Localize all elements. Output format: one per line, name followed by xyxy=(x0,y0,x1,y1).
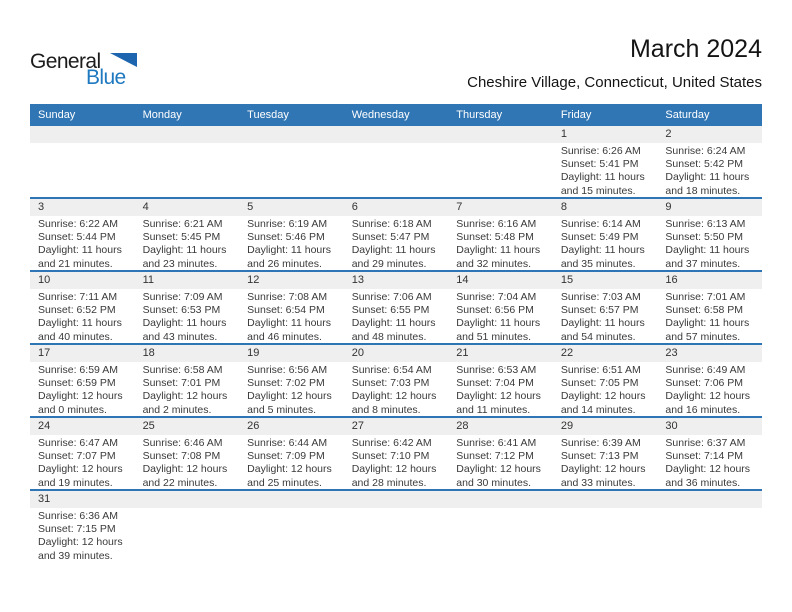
day-number xyxy=(344,126,449,143)
day-detail-line: and 33 minutes. xyxy=(560,476,636,489)
day-detail-line: Sunset: 7:09 PM xyxy=(247,450,325,463)
day-detail-line: Daylight: 12 hours xyxy=(247,463,332,476)
day-number: 2 xyxy=(665,128,672,140)
day-detail-line: Sunset: 6:58 PM xyxy=(665,304,744,317)
day-detail-line: Daylight: 11 hours xyxy=(247,244,331,257)
day-detail-line: and 28 minutes. xyxy=(351,476,427,489)
day-detail-line: Sunrise: 6:54 AM xyxy=(351,364,432,376)
day-detail-line: Sunset: 5:44 PM xyxy=(38,231,116,244)
week-row xyxy=(30,272,762,345)
day-details-row xyxy=(30,362,762,416)
day-cell xyxy=(553,362,658,416)
day-cell xyxy=(30,143,135,197)
day-cell xyxy=(657,362,762,416)
week-row xyxy=(30,491,762,562)
day-number-band xyxy=(30,126,762,143)
day-detail-line: Sunrise: 6:14 AM xyxy=(560,218,641,230)
day-detail-line: Daylight: 11 hours xyxy=(665,317,750,330)
weekday-header: Tuesday xyxy=(247,109,289,121)
weekday-header: Saturday xyxy=(665,109,710,121)
day-number: 19 xyxy=(247,347,260,359)
weekday-header: Wednesday xyxy=(351,109,410,121)
day-detail-line: Daylight: 11 hours xyxy=(560,171,645,184)
day-detail-line: Sunrise: 6:53 AM xyxy=(456,364,537,376)
day-detail-line: Sunrise: 6:47 AM xyxy=(38,437,118,449)
day-number xyxy=(239,126,344,143)
day-detail-line: and 11 minutes. xyxy=(456,403,531,416)
weekday-header-row xyxy=(30,104,762,126)
day-cell xyxy=(553,143,658,197)
day-detail-line: Daylight: 11 hours xyxy=(665,171,750,184)
day-cell xyxy=(448,143,553,197)
week-row xyxy=(30,126,762,199)
day-cell xyxy=(344,143,449,197)
day-number: 13 xyxy=(351,274,364,286)
day-cell xyxy=(553,216,658,270)
day-number: 31 xyxy=(38,493,51,505)
calendar-weeks xyxy=(30,126,762,562)
day-detail-line: Sunrise: 6:22 AM xyxy=(38,218,118,230)
day-detail-line: Daylight: 11 hours xyxy=(456,244,541,257)
day-detail-line: Sunset: 6:56 PM xyxy=(456,304,534,317)
day-detail-line: Sunrise: 6:44 AM xyxy=(247,437,328,449)
day-detail-line: Sunset: 6:52 PM xyxy=(38,304,116,317)
day-number-band xyxy=(30,272,762,289)
day-number xyxy=(553,491,658,508)
day-number: 4 xyxy=(142,201,149,213)
day-detail-line: Sunset: 7:01 PM xyxy=(142,377,221,390)
day-details-row xyxy=(30,216,762,270)
day-detail-line: Daylight: 11 hours xyxy=(665,244,750,257)
day-detail-line: Daylight: 12 hours xyxy=(560,390,646,403)
day-detail-line: and 8 minutes. xyxy=(351,403,421,416)
day-detail-line: Sunset: 7:05 PM xyxy=(560,377,639,390)
day-cell xyxy=(553,289,658,343)
day-detail-line: Sunrise: 6:37 AM xyxy=(665,437,746,449)
day-cell xyxy=(448,289,553,343)
day-detail-line: Daylight: 11 hours xyxy=(456,317,541,330)
day-detail-line: Sunset: 7:08 PM xyxy=(142,450,221,463)
day-detail-line: Daylight: 12 hours xyxy=(351,390,437,403)
day-detail-line: Daylight: 12 hours xyxy=(142,463,228,476)
day-detail-line: and 36 minutes. xyxy=(665,476,741,489)
day-detail-line: and 2 minutes. xyxy=(142,403,212,416)
day-number: 3 xyxy=(38,201,45,213)
day-detail-line: and 48 minutes. xyxy=(351,330,427,343)
day-cell xyxy=(135,508,240,562)
week-row xyxy=(30,418,762,491)
day-detail-line: Sunset: 7:10 PM xyxy=(351,450,430,463)
logo-text-blue: Blue xyxy=(86,66,126,89)
day-detail-line: and 19 minutes. xyxy=(38,476,113,489)
day-detail-line: Sunrise: 6:46 AM xyxy=(142,437,223,449)
day-cell xyxy=(448,508,553,562)
day-detail-line: Daylight: 11 hours xyxy=(247,317,331,330)
day-detail-line: Sunrise: 6:24 AM xyxy=(665,145,746,157)
calendar-grid xyxy=(30,104,762,562)
day-detail-line: Daylight: 11 hours xyxy=(351,244,436,257)
day-detail-line: Daylight: 12 hours xyxy=(665,390,751,403)
day-detail-line: Sunset: 5:48 PM xyxy=(456,231,534,244)
day-number: 23 xyxy=(665,347,678,359)
day-detail-line: and 40 minutes. xyxy=(38,330,113,343)
day-detail-line: Daylight: 11 hours xyxy=(38,244,122,257)
day-detail-line: and 5 minutes. xyxy=(247,403,317,416)
day-detail-line: Sunset: 7:15 PM xyxy=(38,523,116,536)
day-number: 12 xyxy=(247,274,260,286)
day-detail-line: Sunset: 7:04 PM xyxy=(456,377,534,390)
day-cell xyxy=(344,508,449,562)
weekday-header: Monday xyxy=(142,109,182,121)
day-detail-line: Sunrise: 7:01 AM xyxy=(665,291,746,303)
day-cell xyxy=(239,508,344,562)
day-number: 1 xyxy=(560,128,567,140)
day-number: 21 xyxy=(456,347,469,359)
logo-text-general: General xyxy=(30,50,101,73)
day-number: 11 xyxy=(142,274,154,286)
day-number-band xyxy=(30,418,762,435)
day-detail-line: Sunset: 5:49 PM xyxy=(560,231,639,244)
day-detail-line: Daylight: 12 hours xyxy=(142,390,228,403)
day-number: 22 xyxy=(560,347,574,359)
day-number: 10 xyxy=(38,274,51,286)
day-cell xyxy=(30,508,135,562)
day-cell xyxy=(448,435,553,489)
day-cell xyxy=(135,289,240,343)
week-row xyxy=(30,199,762,272)
week-row xyxy=(30,345,762,418)
day-detail-line: and 0 minutes. xyxy=(38,403,107,416)
day-detail-line: Sunset: 6:59 PM xyxy=(38,377,116,390)
day-number-band xyxy=(30,199,762,216)
day-detail-line: Daylight: 12 hours xyxy=(247,390,332,403)
day-detail-line: Sunset: 6:57 PM xyxy=(560,304,639,317)
day-details-row xyxy=(30,289,762,343)
day-number xyxy=(135,126,240,143)
day-detail-line: Sunset: 5:50 PM xyxy=(665,231,744,244)
day-detail-line: and 54 minutes. xyxy=(560,330,636,343)
day-number: 16 xyxy=(665,274,678,286)
day-cell xyxy=(135,216,240,270)
day-detail-line: Sunrise: 6:16 AM xyxy=(456,218,537,230)
day-number: 14 xyxy=(456,274,469,286)
day-number: 20 xyxy=(351,347,364,359)
day-detail-line: Sunrise: 6:39 AM xyxy=(560,437,641,449)
day-number: 5 xyxy=(247,201,254,213)
day-number-band xyxy=(30,345,762,362)
weekday-header: Sunday xyxy=(38,109,76,121)
day-number: 15 xyxy=(560,274,574,286)
day-detail-line: Daylight: 12 hours xyxy=(456,463,541,476)
day-detail-line: Daylight: 12 hours xyxy=(665,463,751,476)
day-detail-line: and 29 minutes. xyxy=(351,257,427,270)
day-detail-line: and 32 minutes. xyxy=(456,257,531,270)
day-number: 17 xyxy=(38,347,51,359)
day-detail-line: Sunset: 5:47 PM xyxy=(351,231,430,244)
day-details-row xyxy=(30,508,762,562)
day-number: 25 xyxy=(142,420,155,432)
day-detail-line: Daylight: 12 hours xyxy=(456,390,541,403)
day-cell xyxy=(239,216,344,270)
day-number: 26 xyxy=(247,420,260,432)
day-detail-line: Sunset: 7:07 PM xyxy=(38,450,116,463)
day-detail-line: Sunset: 7:12 PM xyxy=(456,450,534,463)
day-cell xyxy=(657,216,762,270)
day-number: 6 xyxy=(351,201,358,213)
day-number: 30 xyxy=(665,420,678,432)
day-detail-line: Daylight: 12 hours xyxy=(351,463,437,476)
day-detail-line: Daylight: 12 hours xyxy=(38,390,123,403)
day-detail-line: Daylight: 12 hours xyxy=(38,463,123,476)
day-detail-line: Sunset: 7:13 PM xyxy=(560,450,639,463)
day-cell xyxy=(135,143,240,197)
day-cell xyxy=(553,435,658,489)
day-detail-line: Sunrise: 7:04 AM xyxy=(456,291,537,303)
day-number xyxy=(657,491,762,508)
day-detail-line: Sunrise: 7:03 AM xyxy=(560,291,641,303)
day-detail-line: and 57 minutes. xyxy=(665,330,741,343)
day-number xyxy=(448,491,553,508)
weekday-header: Friday xyxy=(560,109,592,121)
day-number xyxy=(448,126,553,143)
day-cell xyxy=(657,508,762,562)
day-detail-line: Sunrise: 6:58 AM xyxy=(142,364,223,376)
day-cell xyxy=(344,435,449,489)
day-detail-line: Sunrise: 7:08 AM xyxy=(247,291,328,303)
day-detail-line: and 30 minutes. xyxy=(456,476,531,489)
day-detail-line: Sunset: 6:54 PM xyxy=(247,304,325,317)
day-detail-line: Sunrise: 7:06 AM xyxy=(351,291,432,303)
day-detail-line: Sunset: 5:41 PM xyxy=(560,158,639,171)
day-detail-line: and 43 minutes. xyxy=(142,330,218,343)
day-detail-line: and 25 minutes. xyxy=(247,476,322,489)
day-detail-line: Sunrise: 7:11 AM xyxy=(38,291,118,303)
day-detail-line: and 39 minutes. xyxy=(38,549,113,562)
day-cell xyxy=(239,289,344,343)
day-cell xyxy=(657,143,762,197)
day-details-row xyxy=(30,435,762,489)
day-cell xyxy=(657,435,762,489)
page-subtitle: Cheshire Village, Connecticut, United States xyxy=(467,74,762,91)
day-detail-line: and 51 minutes. xyxy=(456,330,531,343)
day-detail-line: Daylight: 11 hours xyxy=(560,317,645,330)
day-number xyxy=(344,491,449,508)
day-cell xyxy=(448,362,553,416)
day-detail-line: Daylight: 11 hours xyxy=(351,317,436,330)
day-detail-line: and 35 minutes. xyxy=(560,257,636,270)
day-detail-line: Sunrise: 6:49 AM xyxy=(665,364,746,376)
day-detail-line: Sunrise: 6:21 AM xyxy=(142,218,223,230)
day-detail-line: Sunset: 6:55 PM xyxy=(351,304,430,317)
logo-triangle-icon xyxy=(110,53,137,67)
day-detail-line: Sunset: 5:42 PM xyxy=(665,158,744,171)
day-detail-line: and 16 minutes. xyxy=(665,403,741,416)
day-detail-line: Sunrise: 6:59 AM xyxy=(38,364,118,376)
day-detail-line: Daylight: 11 hours xyxy=(142,244,227,257)
day-cell xyxy=(239,435,344,489)
day-detail-line: and 37 minutes. xyxy=(665,257,741,270)
day-cell xyxy=(30,435,135,489)
day-cell xyxy=(553,508,658,562)
day-number: 24 xyxy=(38,420,51,432)
day-cell xyxy=(344,289,449,343)
day-detail-line: and 46 minutes. xyxy=(247,330,322,343)
day-detail-line: Sunrise: 6:42 AM xyxy=(351,437,432,449)
day-number xyxy=(135,491,240,508)
day-detail-line: Sunset: 7:06 PM xyxy=(665,377,744,390)
day-cell xyxy=(239,362,344,416)
day-detail-line: and 22 minutes. xyxy=(142,476,218,489)
day-detail-line: Sunset: 7:02 PM xyxy=(247,377,325,390)
day-cell xyxy=(448,216,553,270)
weekday-header: Thursday xyxy=(456,109,503,121)
day-cell xyxy=(344,362,449,416)
day-detail-line: Sunrise: 6:26 AM xyxy=(560,145,641,157)
day-detail-line: Sunrise: 6:19 AM xyxy=(247,218,328,230)
general-blue-logo[interactable] xyxy=(30,50,142,94)
day-detail-line: Daylight: 11 hours xyxy=(142,317,227,330)
day-cell xyxy=(30,216,135,270)
day-detail-line: Sunrise: 7:09 AM xyxy=(142,291,223,303)
day-number: 8 xyxy=(560,201,567,213)
day-cell xyxy=(239,143,344,197)
day-detail-line: Sunset: 5:46 PM xyxy=(247,231,325,244)
day-detail-line: and 23 minutes. xyxy=(142,257,218,270)
day-cell xyxy=(30,362,135,416)
day-details-row xyxy=(30,143,762,197)
day-detail-line: Sunset: 7:14 PM xyxy=(665,450,744,463)
day-cell xyxy=(135,362,240,416)
day-detail-line: Sunrise: 6:36 AM xyxy=(38,510,118,522)
day-detail-line: Daylight: 11 hours xyxy=(38,317,122,330)
title-block xyxy=(467,34,762,93)
day-cell xyxy=(135,435,240,489)
day-detail-line: Sunrise: 6:51 AM xyxy=(560,364,641,376)
day-number: 28 xyxy=(456,420,469,432)
day-detail-line: Daylight: 11 hours xyxy=(560,244,645,257)
day-detail-line: Sunset: 7:03 PM xyxy=(351,377,430,390)
day-number: 9 xyxy=(665,201,672,213)
page-title: March 2024 xyxy=(629,35,762,63)
day-detail-line: Sunrise: 6:13 AM xyxy=(665,218,746,230)
day-number: 18 xyxy=(142,347,155,359)
day-detail-line: Sunset: 6:53 PM xyxy=(142,304,221,317)
day-number xyxy=(30,126,135,143)
day-detail-line: and 18 minutes. xyxy=(665,184,741,197)
day-detail-line: Sunrise: 6:18 AM xyxy=(351,218,432,230)
day-number: 29 xyxy=(560,420,574,432)
day-detail-line: Sunrise: 6:56 AM xyxy=(247,364,328,376)
day-detail-line: and 15 minutes. xyxy=(560,184,636,197)
day-detail-line: and 21 minutes. xyxy=(38,257,113,270)
day-number: 27 xyxy=(351,420,364,432)
day-number-band xyxy=(30,491,762,508)
day-detail-line: Sunrise: 6:41 AM xyxy=(456,437,537,449)
day-detail-line: and 26 minutes. xyxy=(247,257,322,270)
day-detail-line: Daylight: 12 hours xyxy=(38,536,123,549)
day-cell xyxy=(657,289,762,343)
day-number xyxy=(239,491,344,508)
day-cell xyxy=(30,289,135,343)
day-detail-line: Sunset: 5:45 PM xyxy=(142,231,221,244)
day-detail-line: and 14 minutes. xyxy=(560,403,636,416)
day-cell xyxy=(344,216,449,270)
day-detail-line: Daylight: 12 hours xyxy=(560,463,646,476)
day-number: 7 xyxy=(456,201,463,213)
